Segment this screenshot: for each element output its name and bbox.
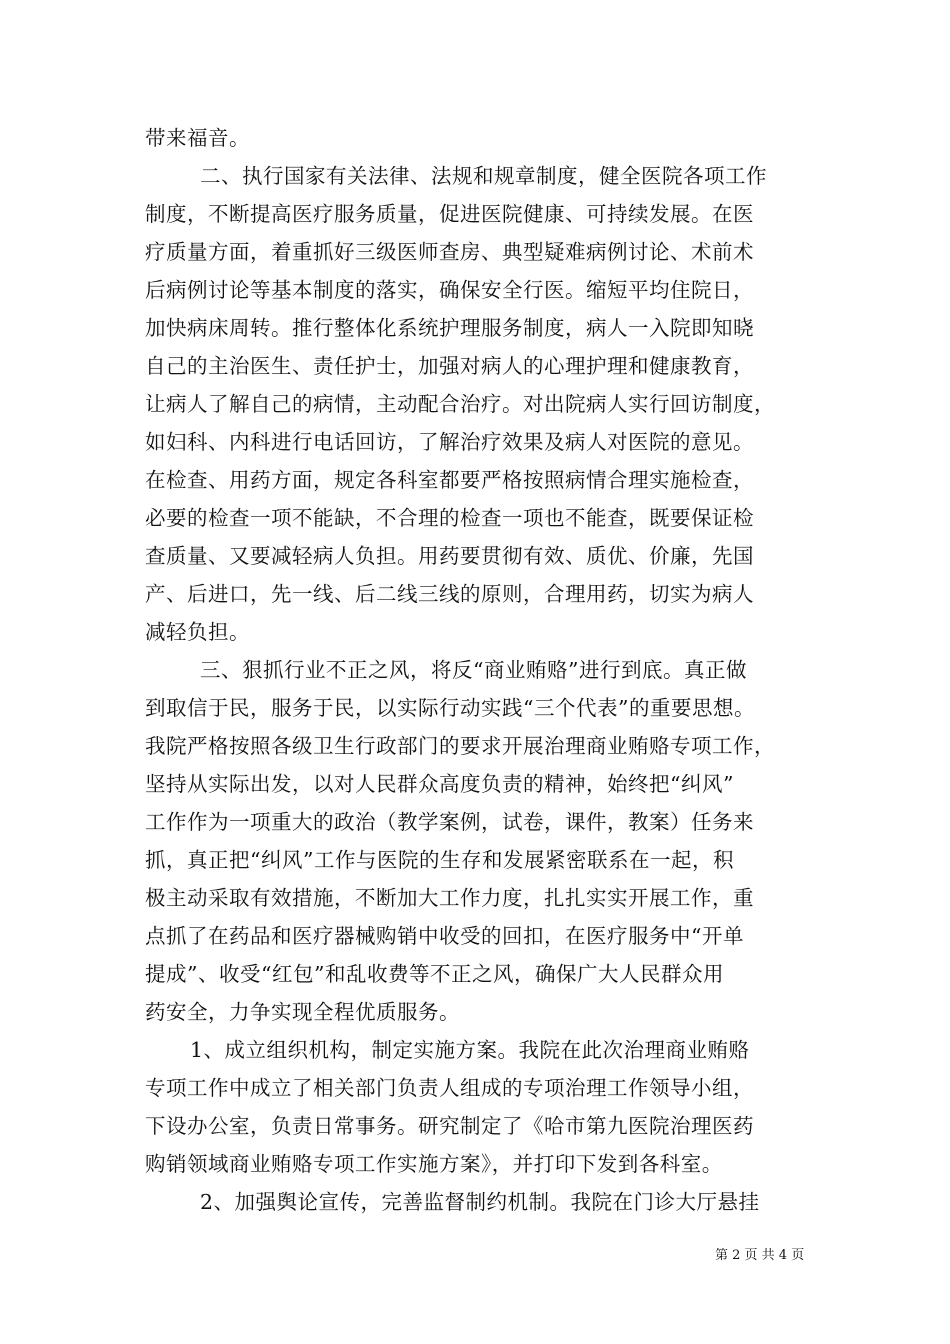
text-line: 带来福音。 — [145, 126, 250, 150]
text-line: 坚持从实际出发，以对人民群众高度负责的精神，始终把“纠风” — [145, 772, 734, 796]
text-line: 2、加强舆论宣传，完善监督制约机制。我院在门诊大厅悬挂 — [200, 1190, 760, 1214]
text-line: 点抓了在药品和医疗器械购销中收受的回扣，在医疗服务中“开单 — [145, 924, 744, 948]
text-line: 购销领域商业贿赂专项工作实施方案》，并打印下发到各科室。 — [145, 1152, 723, 1176]
text-line: 到取信于民，服务于民，以实际行动实践“三个代表”的重要思想。 — [145, 696, 755, 720]
text-line: 专项工作中成立了相关部门负责人组成的专项治理工作领导小组， — [145, 1076, 754, 1100]
text-line: 查质量、又要减轻病人负担。用药要贯彻有效、质优、价廉，先国 — [145, 544, 754, 568]
text-line: 加快病床周转。推行整体化系统护理服务制度，病人一入院即知晓 — [145, 316, 754, 340]
text-line: 极主动采取有效措施，不断加大工作力度，扎扎实实开展工作，重 — [145, 886, 754, 910]
text-line: 我院严格按照各级卫生行政部门的要求开展治理商业贿赂专项工作， — [145, 734, 775, 758]
text-line: 提成”、收受“红包”和乱收费等不正之风，确保广大人民群众用 — [145, 962, 724, 986]
text-line: 产、后进口，先一线、后二线三线的原则，合理用药，切实为病人 — [145, 582, 754, 606]
text-line: 下设办公室，负责日常事务。研究制定了《哈市第九医院治理医药 — [145, 1114, 754, 1138]
text-line: 制度，不断提高医疗服务质量，促进医院健康、可持续发展。在医 — [145, 202, 754, 226]
text-line: 如妇科、内科进行电话回访，了解治疗效果及病人对医院的意见。 — [145, 430, 754, 454]
text-line: 工作作为一项重大的政治（教学案例，试卷，课件，教案）任务来 — [145, 810, 754, 834]
text-line: 药安全，力争实现全程优质服务。 — [145, 1000, 460, 1024]
page-number: 第 2 页 共 4 页 — [715, 1248, 805, 1263]
text-line: 三、狠抓行业不正之风，将反“商业贿赂”进行到底。真正做 — [200, 658, 747, 682]
text-line: 疗质量方面，着重抓好三级医师查房、典型疑难病例讨论、术前术 — [145, 240, 754, 264]
text-line: 必要的检查一项不能缺，不合理的检查一项也不能查，既要保证检 — [145, 506, 754, 530]
text-line: 让病人了解自己的病情，主动配合治疗。对出院病人实行回访制度， — [145, 392, 775, 416]
text-line: 减轻负担。 — [145, 620, 250, 644]
text-line: 后病例讨论等基本制度的落实，确保安全行医。缩短平均住院日， — [145, 278, 754, 302]
text-line: 二、执行国家有关法律、法规和规章制度，健全医院各项工作 — [200, 164, 767, 188]
text-line: 自己的主治医生、责任护士，加强对病人的心理护理和健康教育， — [145, 354, 754, 378]
text-line: 1、成立组织机构，制定实施方案。我院在此次治理商业贿赂 — [190, 1038, 750, 1062]
text-line: 抓，真正把“纠风”工作与医院的生存和发展紧密联系在一起，积 — [145, 848, 734, 872]
text-line: 在检查、用药方面，规定各科室都要严格按照病情合理实施检查， — [145, 468, 754, 492]
